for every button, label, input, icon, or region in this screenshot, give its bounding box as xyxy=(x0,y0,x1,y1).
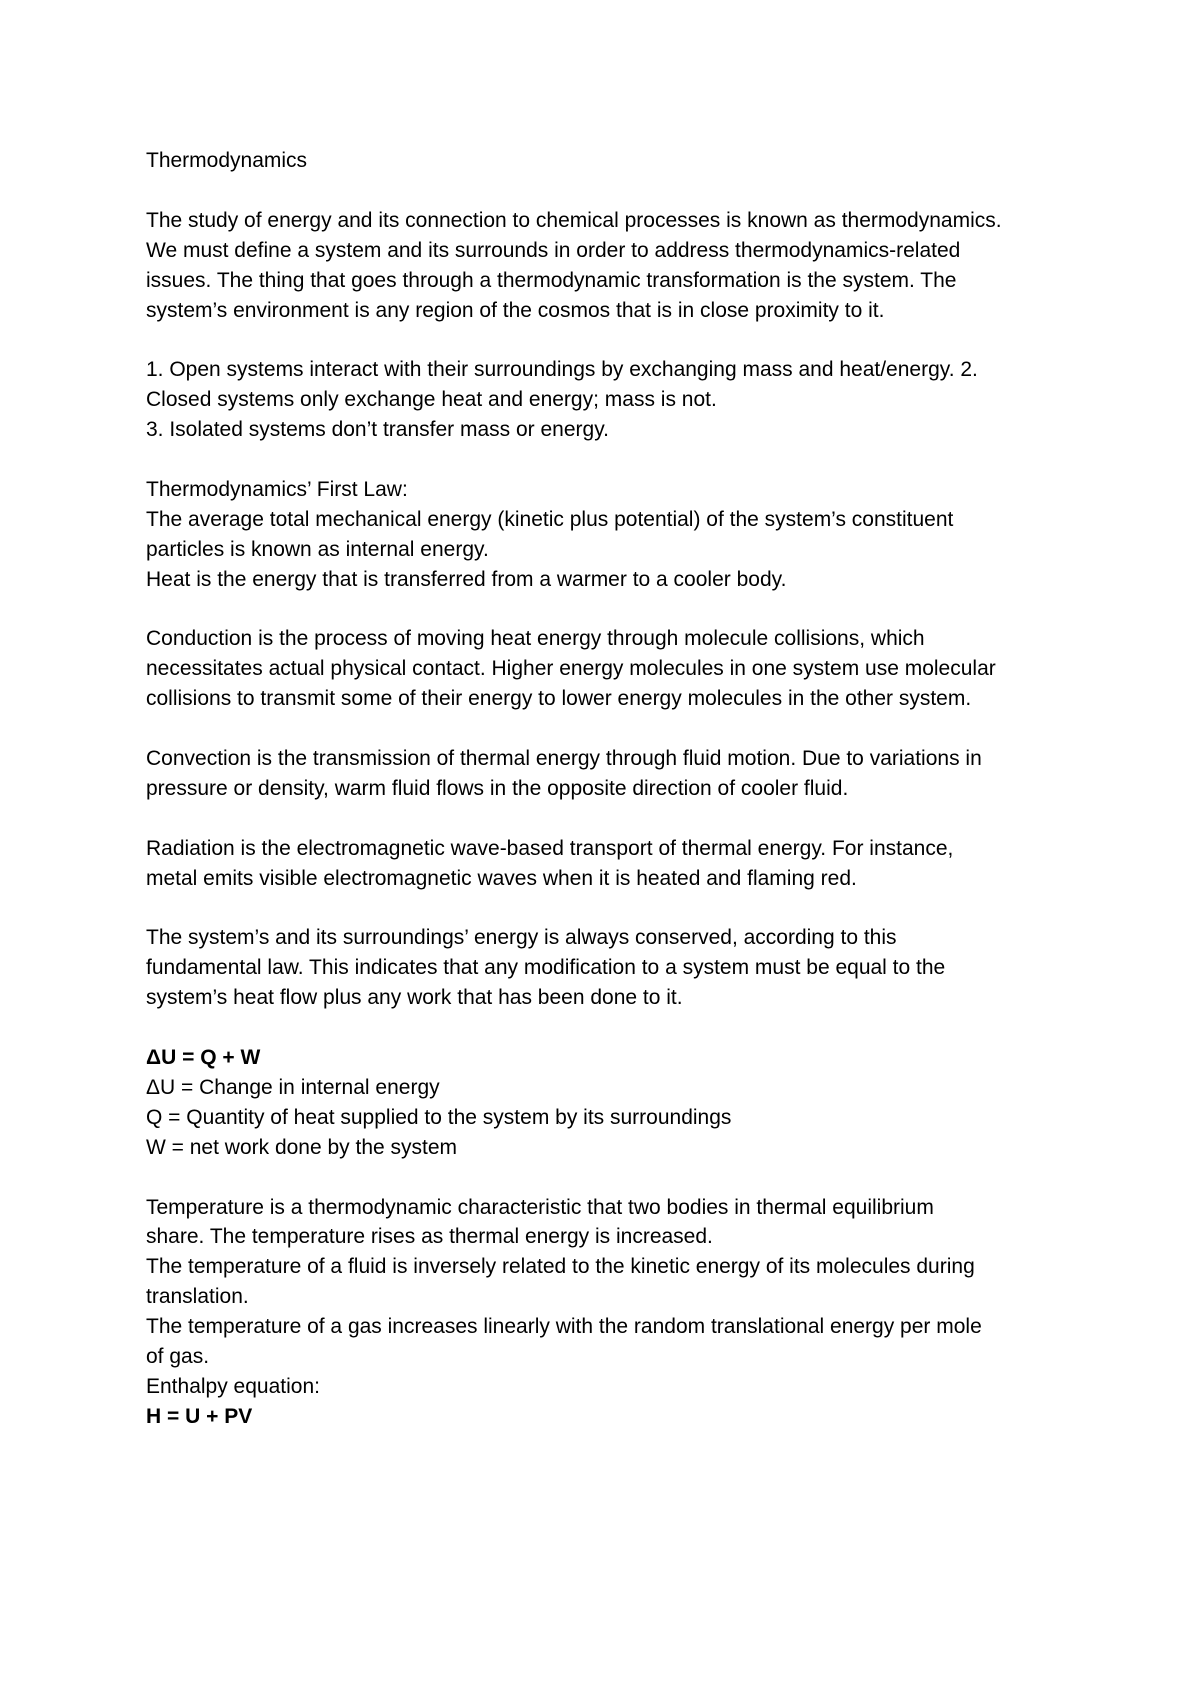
document-title: Thermodynamics xyxy=(146,149,308,172)
temperature-paragraph xyxy=(146,1193,1066,1432)
spacer xyxy=(146,445,1066,475)
temperature-line: The temperature of a gas increases linearly with the random translational energy per mole xyxy=(146,1315,982,1339)
intro-line: We must define a system and its surrounds in order to address thermodynamics-related xyxy=(146,238,961,262)
intro-line: The study of energy and its connection to chemical processes is known as thermodynamics. xyxy=(146,208,1002,232)
intro-paragraph xyxy=(146,206,1066,326)
conduction-line: Conduction is the process of moving heat energy through molecule collisions, which xyxy=(146,627,925,651)
intro-line: issues. The thing that goes through a thermodynamic transformation is the system. The xyxy=(146,268,957,292)
convection-line: pressure or density, warm fluid flows in the opposite direction of cooler fluid. xyxy=(146,776,849,800)
radiation-paragraph xyxy=(146,834,1066,894)
enthalpy-formula: H = U + PV xyxy=(146,1404,253,1428)
temperature-line: share. The temperature rises as thermal energy is increased. xyxy=(146,1225,713,1249)
systems-line: 3. Isolated systems don’t transfer mass or energy. xyxy=(146,418,609,442)
intro-line: system’s environment is any region of the cosmos that is in close proximity to it. xyxy=(146,298,885,322)
conservation-line: The system’s and its surroundings’ energy is always conserved, according to this xyxy=(146,926,897,950)
spacer xyxy=(146,595,1066,625)
systems-line: 1. Open systems interact with their surroundings by exchanging mass and heat/energy. 2. xyxy=(146,358,978,382)
temperature-line: The temperature of a fluid is inversely related to the kinetic energy of its molecules during xyxy=(146,1255,975,1279)
spacer xyxy=(146,894,1066,924)
first-law-equation-block xyxy=(146,1043,1066,1163)
systems-list xyxy=(146,355,1066,445)
spacer xyxy=(146,325,1066,355)
temperature-line: of gas. xyxy=(146,1345,210,1369)
conduction-line: necessitates actual physical contact. Higher energy molecules in one system use molecular xyxy=(146,657,996,681)
radiation-line: Radiation is the electromagnetic wave-based transport of thermal energy. For instance, xyxy=(146,836,954,860)
equation-definition: Q = Quantity of heat supplied to the system by its surroundings xyxy=(146,1105,732,1129)
first-law-formula: ΔU = Q + W xyxy=(146,1046,261,1070)
first-law-line: particles is known as internal energy. xyxy=(146,537,489,561)
document-body xyxy=(146,146,1066,1432)
convection-paragraph xyxy=(146,744,1066,804)
equation-definition: W = net work done by the system xyxy=(146,1135,458,1159)
radiation-line: metal emits visible electromagnetic waves when it is heated and flaming red. xyxy=(146,866,857,890)
temperature-line: translation. xyxy=(146,1285,249,1309)
enthalpy-heading: Enthalpy equation: xyxy=(146,1375,320,1399)
conduction-line: collisions to transmit some of their energy to lower energy molecules in the other system. xyxy=(146,687,972,711)
first-law-line: Heat is the energy that is transferred from a warmer to a cooler body. xyxy=(146,567,787,591)
conservation-line: system’s heat flow plus any work that has been done to it. xyxy=(146,986,683,1010)
conduction-paragraph xyxy=(146,624,1066,714)
spacer xyxy=(146,176,1066,206)
first-law-line: The average total mechanical energy (kinetic plus potential) of the system’s constituent xyxy=(146,507,954,531)
equation-definition: ΔU = Change in internal energy xyxy=(146,1075,440,1099)
spacer xyxy=(146,804,1066,834)
temperature-line: Temperature is a thermodynamic characteristic that two bodies in thermal equilibrium xyxy=(146,1195,934,1219)
conservation-line: fundamental law. This indicates that any modification to a system must be equal to the xyxy=(146,956,946,980)
first-law-paragraph xyxy=(146,475,1066,595)
conservation-paragraph xyxy=(146,923,1066,1013)
spacer xyxy=(146,714,1066,744)
systems-line: Closed systems only exchange heat and energy; mass is not. xyxy=(146,388,717,412)
spacer xyxy=(146,1013,1066,1043)
first-law-heading: Thermodynamics’ First Law: xyxy=(146,477,408,501)
convection-line: Convection is the transmission of thermal energy through fluid motion. Due to variations in xyxy=(146,747,982,771)
spacer xyxy=(146,1163,1066,1193)
